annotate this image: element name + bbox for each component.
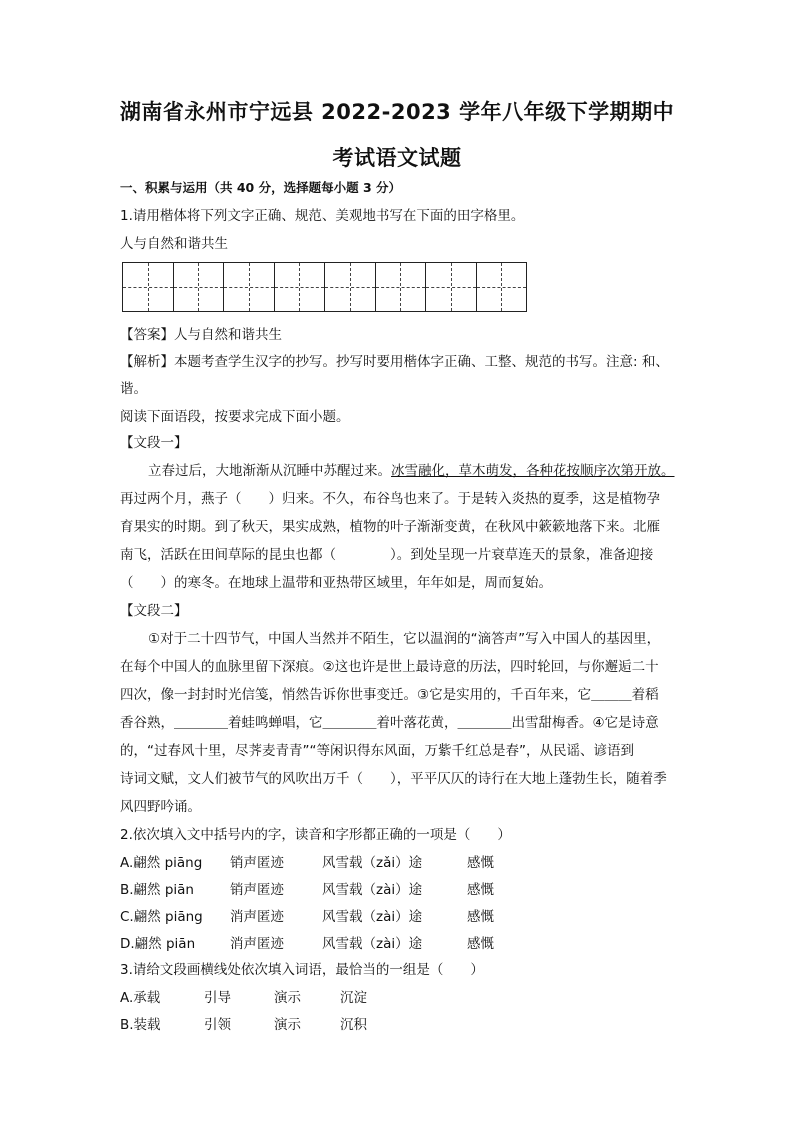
passage2-line7: 风四野吟诵。: [120, 799, 201, 815]
q2-option-a[interactable]: [120, 854, 494, 872]
q1-prompt: 1.请用楷体将下列文字正确、规范、美观地书写在下面的田字格里。: [120, 208, 525, 224]
option-text: 引导: [204, 990, 231, 1006]
q1-text: 人与自然和谐共生: [120, 236, 228, 252]
grid-cell[interactable]: [275, 263, 326, 311]
passage1-line3: 育果实的时期。到了秋天，果实成熟，植物的叶子渐渐变黄，在秋风中簌簌地落下来。北雁: [120, 519, 660, 535]
passage1-line2: 再过两个月，燕子（ ）归来。不久，布谷鸟也来了。于是转入炎热的夏季，这是植物孕: [120, 491, 660, 507]
passage2-line6: 诗词文赋，文人们被节气的风吹出万千（ ），平平仄仄的诗行在大地上蓬勃生长，随着季: [120, 771, 667, 787]
q1-answer: 【答案】人与自然和谐共生: [120, 327, 282, 343]
option-text: 沉淀: [340, 990, 367, 1006]
option-text: A.承载: [120, 990, 161, 1006]
option-text: 演示: [274, 990, 301, 1006]
q3-option-b[interactable]: [120, 1016, 367, 1034]
option-text: 销声匿迹: [230, 855, 284, 871]
q2-option-c[interactable]: [120, 908, 494, 926]
passage2-line5: 的，“过春风十里，尽荠麦青青”“等闲识得东风面，万紫千红总是春”，从民谣、谚语到: [120, 743, 634, 759]
option-text: 感慨: [467, 882, 494, 898]
reading-intro: 阅读下面语段，按要求完成下面小题。: [120, 409, 350, 425]
option-text: 风雪载（zài）途: [322, 936, 423, 952]
passage1-line1-text: 立春过后，大地渐渐从沉睡中苏醒过来。: [148, 463, 391, 479]
q2-option-b[interactable]: [120, 881, 494, 899]
grid-cell[interactable]: [123, 263, 174, 311]
option-text: 感慨: [467, 855, 494, 871]
option-text: 感慨: [467, 909, 494, 925]
option-text: 风雪载（zǎi）途: [322, 855, 423, 871]
grid-cell[interactable]: [325, 263, 376, 311]
page-title-line2: 考试语文试题: [332, 146, 462, 170]
grid-cell[interactable]: [477, 263, 527, 311]
passage2-line2: 在每个中国人的血脉里留下深痕。②这也许是世上最诗意的历法，四时轮回，与你邂逅二十: [120, 659, 659, 675]
option-text: A.翩然 piāng: [120, 855, 203, 871]
tianzige-grid[interactable]: [122, 262, 527, 312]
q2-prompt: 2.依次填入文中括号内的字，读音和字形都正确的一项是（ ）: [120, 827, 511, 843]
option-text: B.装载: [120, 1017, 161, 1033]
passage1-line5: （ ）的寒冬。在地球上温带和亚热带区域里，年年如是，周而复始。: [120, 575, 552, 591]
option-text: 消声匿迹: [230, 909, 284, 925]
option-text: 风雪载（zài）途: [322, 882, 423, 898]
q3-prompt: 3.请给文段画横线处依次填入词语，最恰当的一组是（ ）: [120, 962, 484, 978]
passage2-heading: 【文段二】: [120, 603, 188, 619]
grid-cell[interactable]: [426, 263, 477, 311]
option-text: 演示: [274, 1017, 301, 1033]
option-text: 沉积: [340, 1017, 367, 1033]
passage1-line1: [148, 462, 675, 480]
section-heading: 一、积累与运用（共 40 分，选择题每小题 3 分）: [120, 180, 402, 195]
underlined-sentence: 冰雪融化，草木萌发，各种花按顺序次第开放。: [391, 463, 675, 479]
option-text: B.翩然 piān: [120, 882, 194, 898]
passage2-line4: 香谷熟，＿＿＿＿着蛙鸣蝉唱，它＿＿＿＿着叶落花黄，＿＿＿＿出雪甜梅香。④它是诗意: [120, 715, 659, 731]
option-text: 感慨: [467, 936, 494, 952]
q3-option-a[interactable]: [120, 989, 367, 1007]
q1-analysis-line1: 【解析】本题考查学生汉字的抄写。抄写时要用楷体字正确、工整、规范的书写。注意: 和、: [120, 354, 669, 370]
q2-option-d[interactable]: [120, 935, 494, 953]
grid-cell[interactable]: [224, 263, 275, 311]
grid-cell[interactable]: [174, 263, 225, 311]
option-text: 销声匿迹: [230, 882, 284, 898]
option-text: 风雪载（zài）途: [322, 909, 423, 925]
q1-analysis-line2: 谐。: [120, 381, 147, 397]
page-title-line1: 湖南省永州市宁远县 2022-2023 学年八年级下学期期中: [119, 100, 675, 124]
passage1-heading: 【文段一】: [120, 435, 188, 451]
passage2-line3: 四次，像一封封时光信笺，悄然告诉你世事变迁。③它是实用的，千百年来，它＿＿＿着稻: [120, 687, 659, 703]
option-text: 引领: [204, 1017, 231, 1033]
passage1-line4: 南飞，活跃在田间草际的昆虫也都（ ）。到处呈现一片衰草连天的景象，准备迎接: [120, 547, 654, 563]
passage2-line1: ①对于二十四节气，中国人当然并不陌生，它以温润的“滴答声”写入中国人的基因里，: [148, 631, 661, 647]
grid-cell[interactable]: [376, 263, 427, 311]
option-text: C.翩然 piāng: [120, 909, 203, 925]
option-text: 消声匿迹: [230, 936, 284, 952]
option-text: D.翩然 piān: [120, 936, 196, 952]
